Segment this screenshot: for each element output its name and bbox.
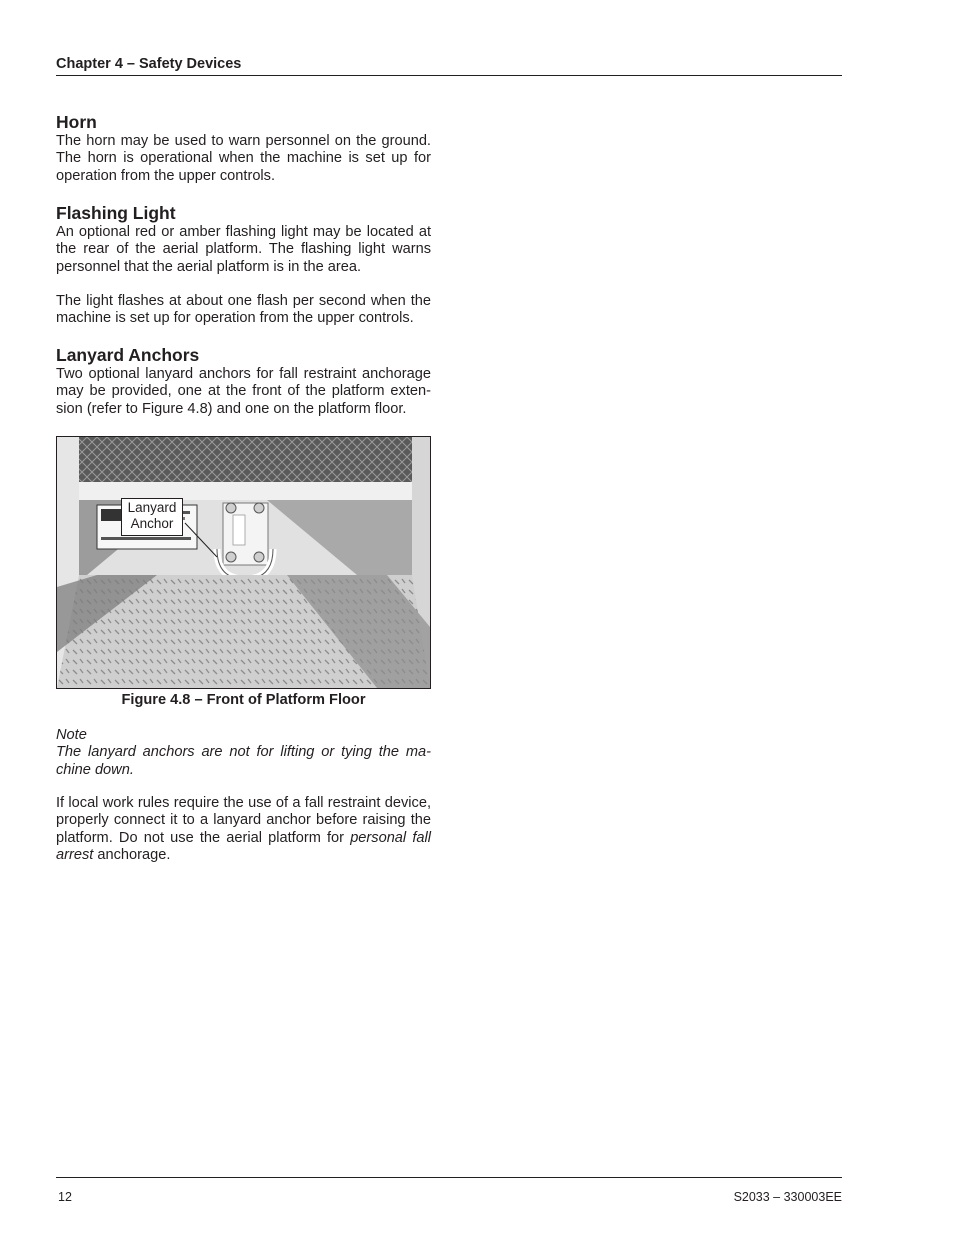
work-rules-paragraph: [56, 795, 431, 864]
lanyard-anchors-paragraph: Two optional lanyard anchors for fall restraint anchorage may be provided, one at the front of the platform exten-sion (refer to Figure 4.8) and one on the platform floor.: [56, 366, 431, 417]
page-number: 12: [58, 1190, 72, 1204]
lanyard-anchors-heading: Lanyard Anchors: [56, 345, 200, 365]
horn-paragraph: The horn may be used to warn personnel on the ground. The horn is operational when the machine is set up for operation from the upper controls.: [56, 133, 431, 184]
document-id: S2033 – 330003EE: [733, 1190, 842, 1204]
work-rules-text-1: If local work rules require the use of a fall restraint device, properly connect it to a lanyard anchor before raising the platform. Do not use the aerial platform for: [56, 795, 431, 846]
work-rules-text-2: anchorage.: [93, 846, 171, 863]
horn-heading: Horn: [56, 112, 97, 132]
lanyard-anchor-callout: [121, 498, 183, 536]
page-header: [56, 55, 842, 76]
section-horn: [56, 112, 431, 185]
callout-line-1: Lanyard: [127, 500, 177, 515]
callout-line-2: Anchor: [130, 516, 174, 531]
note-block: [56, 727, 431, 779]
flashing-light-paragraph-2: The light flashes at about one flash per second when the machine is set up for operation from the upper controls.: [56, 292, 431, 327]
note-text: The lanyard anchors are not for lifting or tying the ma-chine down.: [56, 744, 431, 778]
section-lanyard-anchors: [56, 345, 431, 418]
flashing-light-paragraph-1: An optional red or amber flashing light may be located at the rear of the aerial platform. The flashing light warns personnel that the aerial platform is in the area.: [56, 224, 431, 275]
page-footer: [56, 1177, 842, 1204]
chapter-title: Chapter 4 – Safety Devices: [56, 56, 242, 72]
section-flashing-light: [56, 203, 431, 327]
flashing-light-heading: Flashing Light: [56, 203, 176, 223]
work-rules-block: [56, 795, 431, 864]
work-rules-emphasis: personal fall arrest: [56, 829, 431, 863]
figure-caption: Figure 4.8 – Front of Platform Floor: [121, 692, 366, 708]
note-label: Note: [56, 727, 87, 743]
platform-floor-photo: [56, 436, 431, 689]
